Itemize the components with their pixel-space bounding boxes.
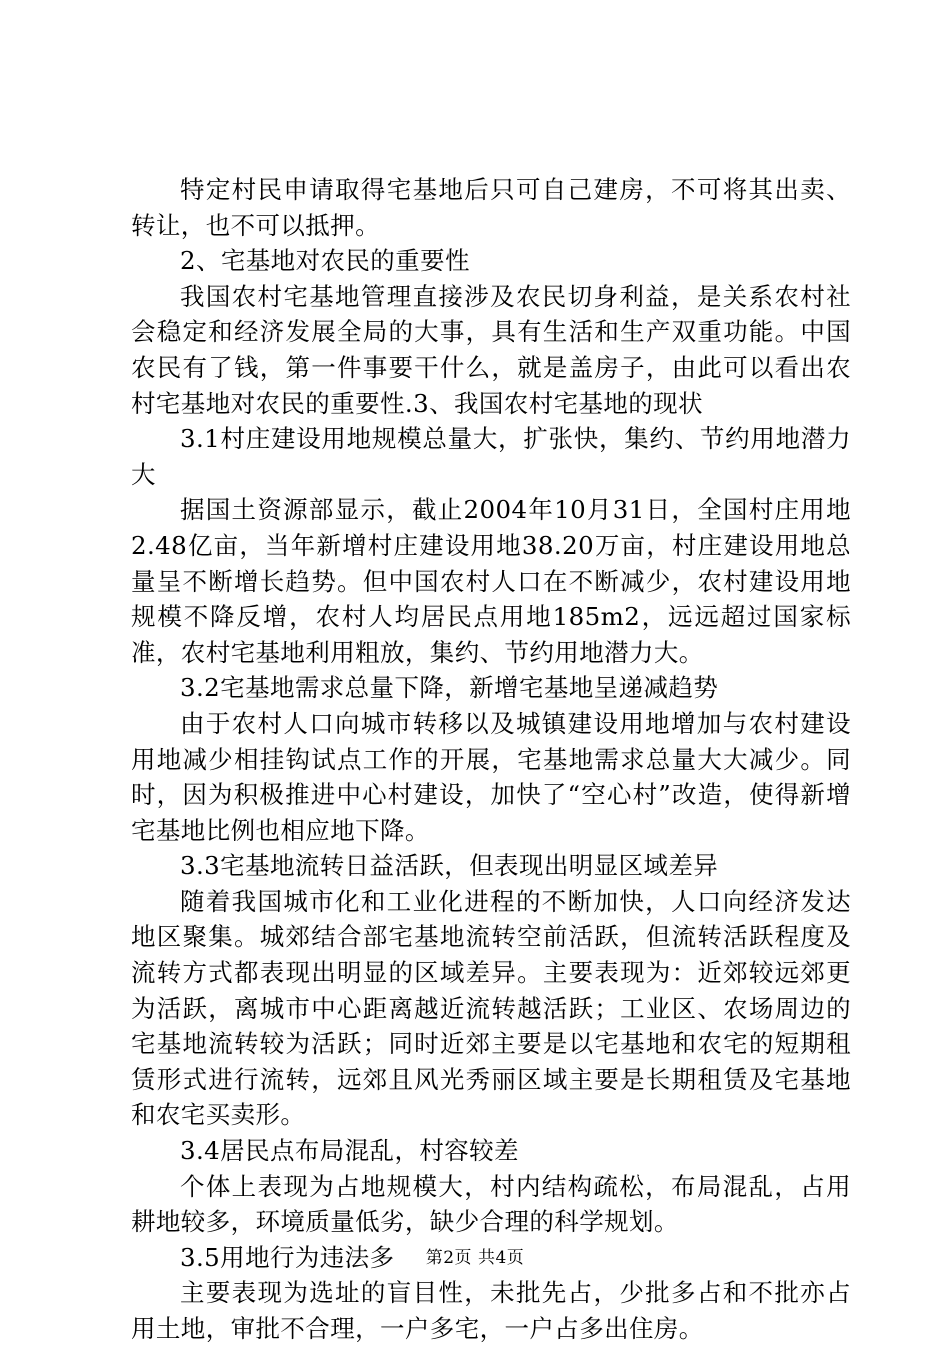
heading-3-5: 3.5用地行为违法多 (180, 1242, 395, 1272)
heading-3-1: 3.1村庄建设用地规模总量大，扩张快，集约、节约用地潜力大 (131, 424, 851, 489)
paragraph-3-4: 个体上表现为占地规模大，村内结构疏松，布局混乱，占用耕地较多，环境质量低劣，缺少合理的科学规划。 (131, 1171, 851, 1237)
heading-3-3: 3.3宅基地流转日益活跃，但表现出明显区域差异 (180, 851, 719, 881)
heading-3-4: 3.4居民点布局混乱，村容较差 (180, 1136, 519, 1166)
page-footer: 第2页 共4页 (425, 1248, 525, 1268)
paragraph-3-5: 主要表现为选址的盲目性，未批先占，少批多占和不批亦占用土地，审批不合理，一户多宅，一户占多出住房。 (131, 1278, 851, 1343)
paragraph-3-1: 据国土资源部显示，截止2004年10月31日，全国村庄用地2.48亿亩，当年新增村庄建设用地38.20万亩，村庄建设用地总量呈不断增长趋势。但中国农村人口在不断减少，农村建设用地规模不降反增，农村人均居民点用地185m2，远远超过国家标准，农村宅基地利用粗放，集约、节约用地潜力大。 (131, 495, 851, 667)
paragraph-3-3: 随着我国城市化和工业化进程的不断加快，人口向经济发达地区聚集。城郊结合部宅基地流转空前活跃，但流转活跃程度及流转方式都表现出明显的区域差异。主要表现为：近郊较远郊更为活跃，离城市中心距离越近流转越活跃；工业区、农场周边的宅基地流转较为活跃；同时近郊主要是以宅基地和农宅的短期租赁形式进行流转，远郊且风光秀丽区域主要是长期租赁及宅基地和农宅买卖形。 (131, 886, 851, 1130)
heading-importance: 2、宅基地对农民的重要性 (180, 246, 470, 276)
paragraph-importance: 我国农村宅基地管理直接涉及农民切身利益，是关系农村社会稳定和经济发展全局的大事，具有生活和生产双重功能。中国农民有了钱，第一件事要干什么，就是盖房子，由此可以看出农村宅基地对农民的重要性.3、我国农村宅基地的现状 (131, 281, 851, 418)
heading-3-2: 3.2宅基地需求总量下降，新增宅基地呈递减趋势 (180, 673, 719, 703)
paragraph-3-2: 由于农村人口向城市转移以及城镇建设用地增加与农村建设用地减少相挂钩试点工作的开展，宅基地需求总量大大减少。同时，因为积极推进中心村建设，加快了“空心村”改造，使得新增宅基地比例也相应地下降。 (131, 708, 851, 845)
document-body (131, 172, 851, 1347)
paragraph-restriction: 特定村民申请取得宅基地后只可自己建房，不可将其出卖、转让，也不可以抵押。 (131, 175, 851, 240)
